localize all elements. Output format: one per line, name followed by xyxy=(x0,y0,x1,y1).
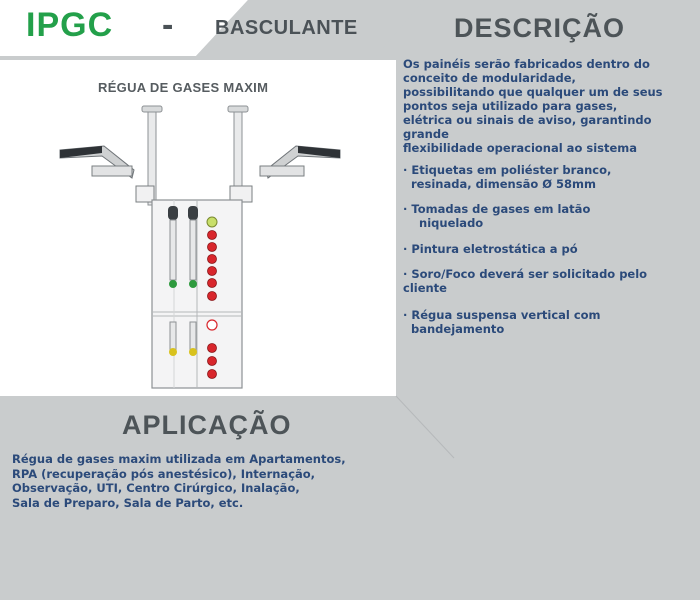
bullet-line: · Soro/Foco deverá ser solicitado pelo xyxy=(403,267,648,281)
description-line: Os painéis serão fabricados dentro do xyxy=(403,57,650,71)
bullet-line: resinada, dimensão Ø 58mm xyxy=(403,177,596,191)
description-line: flexibilidade operacional ao sistema xyxy=(403,141,638,155)
application-line: Sala de Preparo, Sala de Parto, etc. xyxy=(12,495,244,510)
application-heading: APLICAÇÃO xyxy=(122,410,292,440)
description-heading: DESCRIÇÃO xyxy=(454,13,626,43)
application-line: Observação, UTI, Centro Cirúrgico, Inalação, xyxy=(12,481,300,495)
product-panel-title: RÉGUA DE GASES MAXIM xyxy=(98,80,269,95)
bullet-line: · Tomadas de gases em latão xyxy=(403,202,591,216)
application-line: RPA (recuperação pós anestésico), Internação, xyxy=(12,466,316,481)
description-line: conceito de modularidade, xyxy=(403,71,576,85)
description-line: pontos seja utilizado para gases, xyxy=(403,99,618,113)
feature-bullet xyxy=(403,308,693,336)
bullet-line: cliente xyxy=(403,281,447,295)
description-intro xyxy=(403,57,700,155)
product-name: BASCULANTE xyxy=(215,17,358,39)
feature-bullet xyxy=(403,202,693,230)
application-line: Régua de gases maxim utilizada em Apartamentos, xyxy=(12,452,346,466)
bullet-line: · Pintura eletrostática a pó xyxy=(403,242,578,256)
description-line: grande xyxy=(403,127,449,141)
bullet-line: · Etiquetas em poliéster branco, xyxy=(403,163,612,177)
bullet-line: niquelado xyxy=(403,216,484,230)
description-line: elétrica ou sinais de aviso, garantindo xyxy=(403,113,652,127)
feature-bullet xyxy=(403,242,693,256)
header-separator: - xyxy=(162,6,174,44)
gas-rail-image xyxy=(52,100,348,392)
bullet-line: bandejamento xyxy=(403,322,505,336)
feature-bullet xyxy=(403,163,693,191)
brand-logo-text: IPGC xyxy=(26,6,114,44)
feature-bullet xyxy=(403,267,693,295)
bullet-line: · Régua suspensa vertical com xyxy=(403,308,601,322)
application-text xyxy=(12,452,412,510)
description-line: possibilitando que qualquer um de seus xyxy=(403,85,663,99)
